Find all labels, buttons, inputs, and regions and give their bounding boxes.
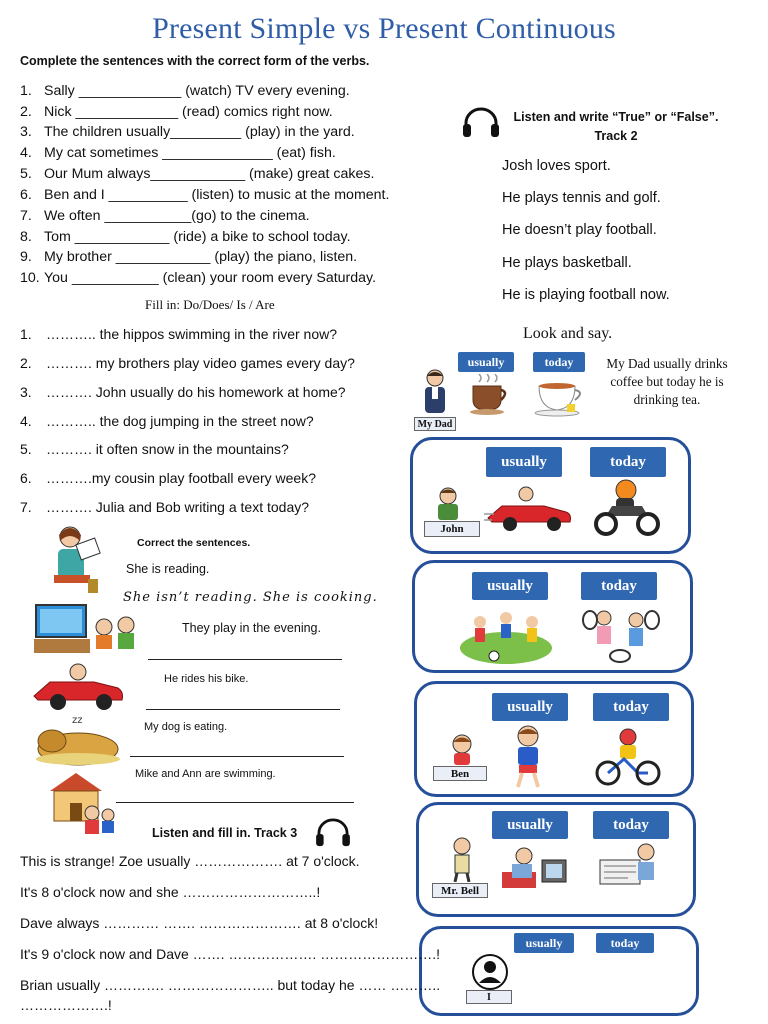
exercise2-item: 2. ………. my brothers play video games every day? — [20, 355, 355, 371]
usually-tag: usually — [458, 352, 514, 372]
exercise1-item: 4. My cat sometimes ______________ (eat) fish. — [20, 145, 336, 161]
usually-tag: usually — [492, 811, 568, 839]
exercise2-item: 7. ………. Julia and Bob writing a text today? — [20, 499, 310, 515]
listen-fill-title: Listen and fill in. Track 3 — [152, 826, 298, 840]
true-false-statement: Josh loves sport. — [502, 158, 611, 174]
exercise1-item: 7. We often ___________(go) to the cinema. — [20, 208, 310, 224]
exercise1-item: 3. The children usually_________ (play) in the yard. — [20, 124, 355, 140]
boy-walking-icon — [506, 725, 550, 789]
man-reading-newspaper-icon — [592, 840, 664, 896]
exercise2-item: 3. ………. John usually do his homework at home? — [20, 384, 346, 400]
woman-reading-icon — [44, 523, 108, 597]
exercise1-item: 10. You ___________ (clean) your room every Saturday. — [20, 270, 377, 286]
name-label: I — [466, 990, 512, 1004]
fill-in-line: It's 9 o'clock now and Dave ……. ………………. …………………….! — [20, 946, 440, 962]
tea-cup-icon — [533, 378, 589, 418]
true-false-statement: He plays tennis and golf. — [502, 190, 661, 206]
listen-true-false-instruction: Listen and write “True” or “False”. Track 2 — [513, 110, 719, 143]
headphones-icon — [314, 818, 352, 848]
page-title: Present Simple vs Present Continuous — [152, 12, 616, 45]
exercise1-item: 2. Nick _____________ (read) comics right now. — [20, 104, 333, 120]
true-false-statement: He doesn’t play football. — [502, 222, 657, 238]
svg-text:zz: zz — [72, 715, 83, 726]
usually-tag: usually — [514, 933, 574, 953]
man-watching-tv-icon — [496, 844, 570, 896]
sentence-to-correct: She is reading. — [126, 562, 210, 576]
motorbike-icon — [590, 478, 664, 536]
red-car-icon — [484, 484, 576, 532]
man-figure-icon — [442, 836, 482, 882]
boy-figure-icon — [446, 733, 478, 765]
fill-in-line: It's 8 o'clock now and she ………………………..! — [20, 884, 321, 900]
fill-in-line: Brian usually …………. ………………….. but today he …… ……….. — [20, 977, 441, 993]
cyclist-icon — [594, 727, 662, 787]
boy-figure-icon — [428, 486, 468, 522]
true-false-statement: He plays basketball. — [502, 255, 632, 271]
answer-line — [116, 802, 354, 803]
true-false-statement: He is playing football now. — [502, 287, 670, 303]
dad-figure-icon — [418, 368, 452, 418]
usually-tag: usually — [486, 447, 562, 477]
exercise2-item: 5. ………. it often snow in the mountains? — [20, 441, 289, 457]
exercise1-item: 5. Our Mum always____________ (make) great cakes. — [20, 166, 375, 182]
fill-in-line: ……………….! — [20, 997, 112, 1013]
sleeping-dog-icon — [32, 711, 122, 769]
name-label: John — [424, 521, 480, 537]
today-tag: today — [581, 572, 657, 600]
usually-tag: usually — [492, 693, 568, 721]
exercise1-item: 8. Tom ____________ (ride) a bike to school today. — [20, 229, 351, 245]
answer-line — [146, 709, 340, 710]
handwritten-correction: She isn’t reading. She is cooking. — [123, 590, 378, 605]
sentence-to-correct: My dog is eating. — [144, 721, 228, 733]
exercise1-item: 6. Ben and I __________ (listen) to music at the moment. — [20, 187, 390, 203]
name-label: My Dad — [414, 417, 456, 431]
today-tag: today — [590, 447, 666, 477]
answer-line — [130, 756, 344, 757]
fill-in-line: Dave always ………… ……. …………………. at 8 o'clock! — [20, 915, 379, 931]
usually-tag: usually — [472, 572, 548, 600]
exercise2-item: 6. ……….my cousin play football every week? — [20, 470, 316, 486]
today-tag: today — [593, 693, 669, 721]
exercise1-item: 9. My brother ____________ (play) the piano, listen. — [20, 249, 358, 265]
example-sentence: My Dad usually drinks coffee but today he is drinking tea. — [606, 356, 728, 407]
person-silhouette-icon — [470, 953, 510, 991]
man-in-car-icon — [28, 660, 128, 712]
exercise2-item: 1. ……….. the hippos swimming in the river now? — [20, 326, 337, 342]
sentence-to-correct: He rides his bike. — [164, 673, 249, 685]
children-watching-tv-icon — [34, 603, 138, 657]
answer-line — [148, 659, 342, 660]
look-and-say-title: Look and say. — [523, 325, 613, 342]
name-label: Ben — [433, 766, 487, 781]
today-tag: today — [593, 811, 669, 839]
name-label: Mr. Bell — [432, 883, 488, 898]
coffee-cup-icon — [467, 374, 511, 416]
today-tag: today — [596, 933, 654, 953]
exercise2-item: 4. ……….. the dog jumping in the street now? — [20, 413, 314, 429]
sentence-to-correct: Mike and Ann are swimming. — [135, 768, 276, 780]
correct-sentences-title: Correct the sentences. — [137, 537, 251, 549]
tennis-players-icon — [578, 606, 664, 664]
today-tag: today — [533, 352, 585, 372]
fill-in-line: This is strange! Zoe usually ………………. at 7 o'clock. — [20, 853, 360, 869]
football-players-icon — [458, 604, 554, 666]
exercise1-instruction: Complete the sentences with the correct form of the verbs. — [20, 54, 370, 68]
exercise1-item: 1. Sally _____________ (watch) TV every evening. — [20, 83, 350, 99]
exercise2-instruction: Fill in: Do/Does/ Is / Are — [145, 297, 275, 312]
sentence-to-correct: They play in the evening. — [182, 621, 321, 635]
children-school-icon — [46, 767, 120, 839]
headphones-icon — [461, 107, 501, 139]
